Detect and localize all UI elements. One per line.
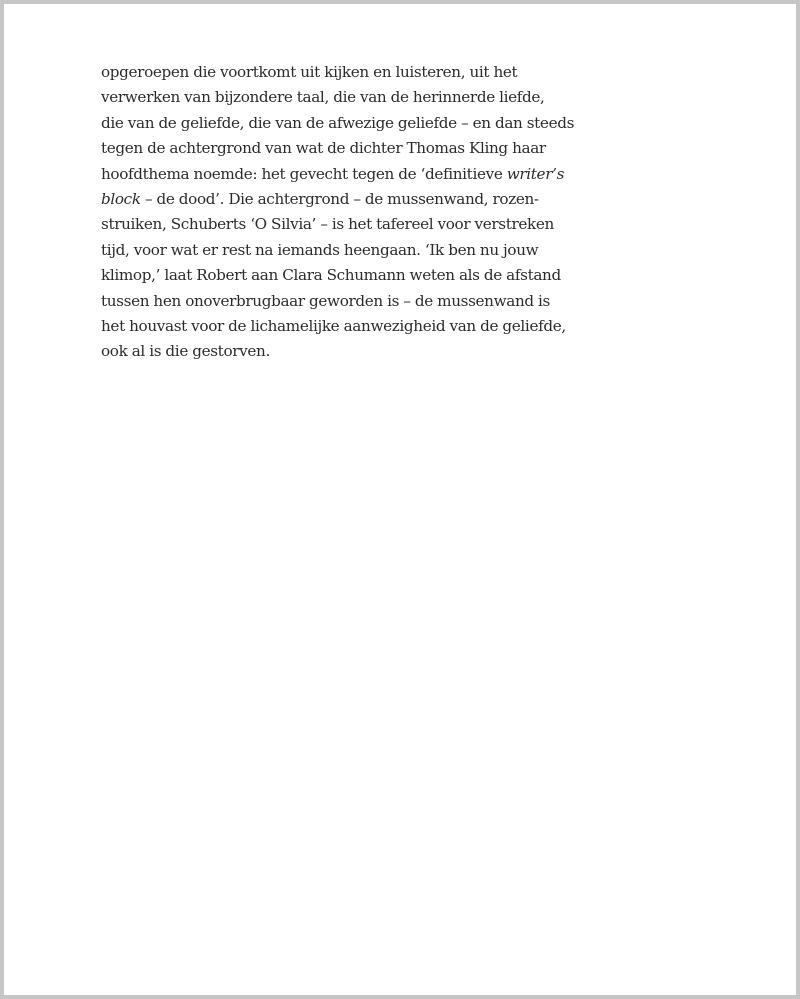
text-line	[101, 187, 541, 212]
text-line	[101, 339, 541, 364]
italic-text-run: block	[101, 190, 141, 209]
text-line	[101, 111, 575, 136]
text-line	[101, 238, 541, 263]
text-run: tijd, voor wat er rest na iemands heengaan. ‘Ik ben nu jouw	[101, 240, 539, 259]
text-run: klimop,’ laat Robert aan Clara Schumann weten als de afstand	[101, 266, 561, 285]
text-line	[101, 136, 546, 161]
text-run: struiken, Schuberts ‘O Silvia’ – is het tafereel voor verstreken	[101, 215, 554, 234]
italic-text-run: writer’s	[506, 164, 565, 183]
text-run: opgeroepen die voortkomt uit kijken en luisteren, uit het	[101, 63, 518, 81]
text-line	[101, 289, 550, 314]
text-run: – de dood’. Die achtergrond – de mussenwand, rozen-	[140, 190, 539, 209]
body-paragraph	[101, 60, 575, 365]
text-run: het houvast voor de lichamelijke aanwezigheid van de geliefde,	[101, 317, 566, 336]
text-line	[101, 85, 545, 110]
text-line	[101, 212, 554, 237]
text-line	[101, 60, 541, 85]
text-line	[101, 314, 566, 339]
text-run: ook al is die gestorven.	[101, 342, 270, 361]
text-run: die van de geliefde, die van de afwezige geliefde – en dan steeds	[101, 113, 575, 132]
text-run: hoofdthema noemde: het gevecht tegen de ‘definitieve	[101, 164, 507, 183]
text-run: tussen hen onoverbrugbaar geworden is – de mussenwand is	[101, 291, 550, 310]
text-line	[101, 162, 565, 187]
text-run: tegen de achtergrond van wat de dichter Thomas Kling haar	[101, 139, 546, 158]
page	[4, 4, 796, 995]
text-run: verwerken van bijzondere taal, die van de herinnerde liefde,	[101, 88, 545, 107]
text-line	[101, 263, 561, 288]
